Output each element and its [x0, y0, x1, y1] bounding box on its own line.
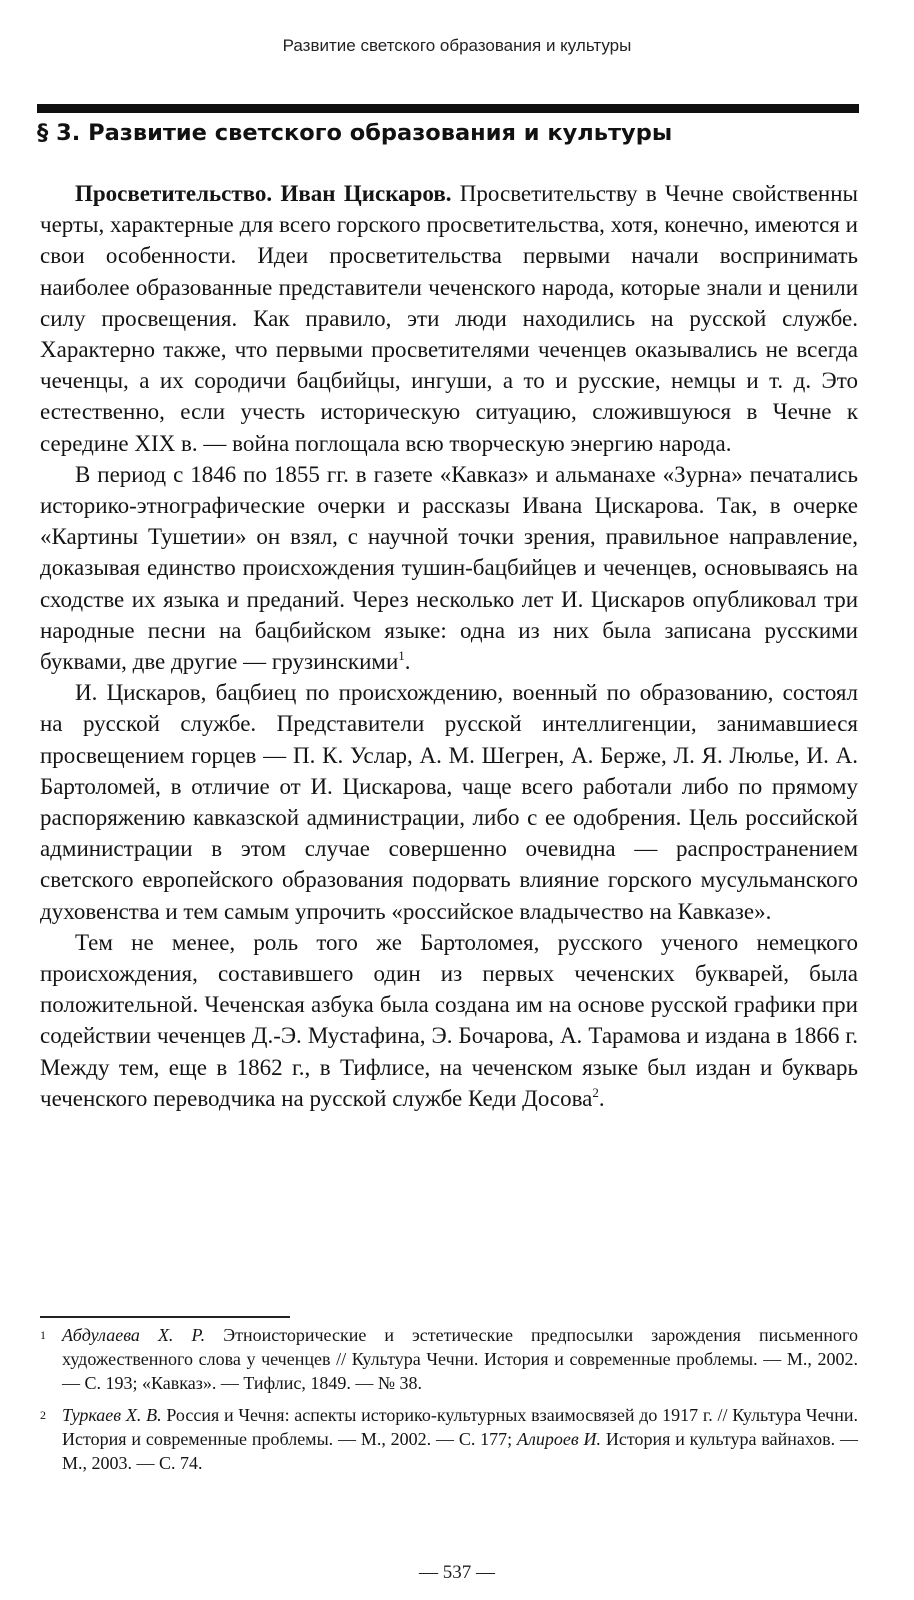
- footnote-author: Алироев И.: [517, 1429, 602, 1449]
- footnote-1: [40, 1323, 858, 1395]
- paragraph-tail: .: [404, 649, 411, 675]
- paragraph-lead: Просветительство. Иван Цискаров.: [75, 181, 452, 206]
- header-rule: [37, 104, 859, 113]
- paragraph-text: Просветительству в Чечне свойственны черты, характерные для всего горского просветительства, хотя, конечно, имеются и свои особенности. Идеи просветительства первыми начали воспринимать наиболее образованные представители чеченского народа, которые знали и ценили силу просвещения. Как правило, эти люди находились на русской службе. Характерно также, что первыми просветителями чеченцев оказывались не всегда чеченцы, а их сородичи бацбийцы, ингуши, а то и русские, немцы и т. д. Это естественно, если учесть историческую ситуацию, сложившуюся в Чечне к середине XIX в. — война поглощала всю творческую энергию народа.: [40, 181, 858, 456]
- paragraph-tail: .: [598, 1085, 605, 1111]
- footnote-ref: 1: [398, 648, 405, 664]
- footnote-2: [40, 1403, 858, 1475]
- running-head: Развитие светского образования и культуры: [282, 36, 632, 55]
- page-number: — 537 —: [419, 1562, 495, 1583]
- footnote-number: 1: [40, 1328, 46, 1342]
- body-text: [40, 178, 858, 1114]
- footnote-text: История и культура вайнахов. — М., 2003. — С. 74.: [62, 1429, 858, 1473]
- paragraph-2: [40, 459, 858, 677]
- paragraph-4: [40, 927, 858, 1114]
- paragraph-text: Тем не менее, роль того же Бартоломея, русского ученого немецкого происхождения, составившего один из первых чеченских букварей, была положительной. Чеченская азбука была создана им на основе русской графики при содействии чеченцев Д.-Э. Мустафина, Э. Бочарова, А. Тарамова и издана в 1866 г. Между тем, еще в 1862 г., в Тифлисе, на чеченском языке был издан и букварь чеченского переводчика на русской службе Кеди Досова: [40, 929, 858, 1111]
- paragraph-3: [40, 677, 858, 927]
- footnote-ref: 2: [592, 1084, 599, 1100]
- paragraph-1: [40, 178, 858, 459]
- footnotes: [40, 1323, 858, 1483]
- footnote-text: Этноисторические и эстетические предпосылки зарождения письменного художественного слова у чеченцев // Культура Чечни. История и современные проблемы. — М., 2002. — С. 193; «Кавказ». — Тифлис, 1849. — № 38.: [62, 1325, 858, 1393]
- footnote-rule: [40, 1316, 290, 1318]
- section-title: § 3. Развитие светского образования и культуры: [37, 120, 673, 146]
- paragraph-text: В период с 1846 по 1855 гг. в газете «Кавказ» и альманахе «Зурна» печатались историко-этнографические очерки и рассказы Ивана Цискарова. Так, в очерке «Картины Тушетии» он взял, с научной точки зрения, правильное направление, доказывая единство происхождения тушин-бацбийцев и чеченцев, основываясь на сходстве их языка и преданий. Через несколько лет И. Цискаров опубликовал три народные песни на бацбийском языке: одна из них была записана русскими буквами, две другие — грузинскими: [40, 461, 858, 675]
- footnote-author: Абдулаева Х. Р.: [62, 1325, 206, 1345]
- footnote-author: Туркаев Х. В.: [62, 1405, 162, 1425]
- footnote-text: Россия и Чечня: аспекты историко-культурных взаимосвязей до 1917 г. // Культура Чечни. История и современные проблемы. — М., 2002. — С. 177;: [62, 1405, 858, 1449]
- paragraph-text: И. Цискаров, бацбиец по происхождению, военный по образованию, состоял на русской службе. Представители русской интеллигенции, занимавшиеся просвещением горцев — П. К. Услар, А. М. Шегрен, А. Берже, Л. Я. Люлье, И. А. Бартоломей, в отличие от И. Цискарова, чаще всего работали либо по прямому распоряжению кавказской администрации, либо с ее одобрения. Цель российской администрации в этом случае совершенно очевидна — распространением светского европейского образования подорвать влияние горского мусульманского духовенства и тем самым упрочить «российское владычество на Кавказе».: [40, 680, 858, 924]
- footnote-number: 2: [40, 1408, 46, 1422]
